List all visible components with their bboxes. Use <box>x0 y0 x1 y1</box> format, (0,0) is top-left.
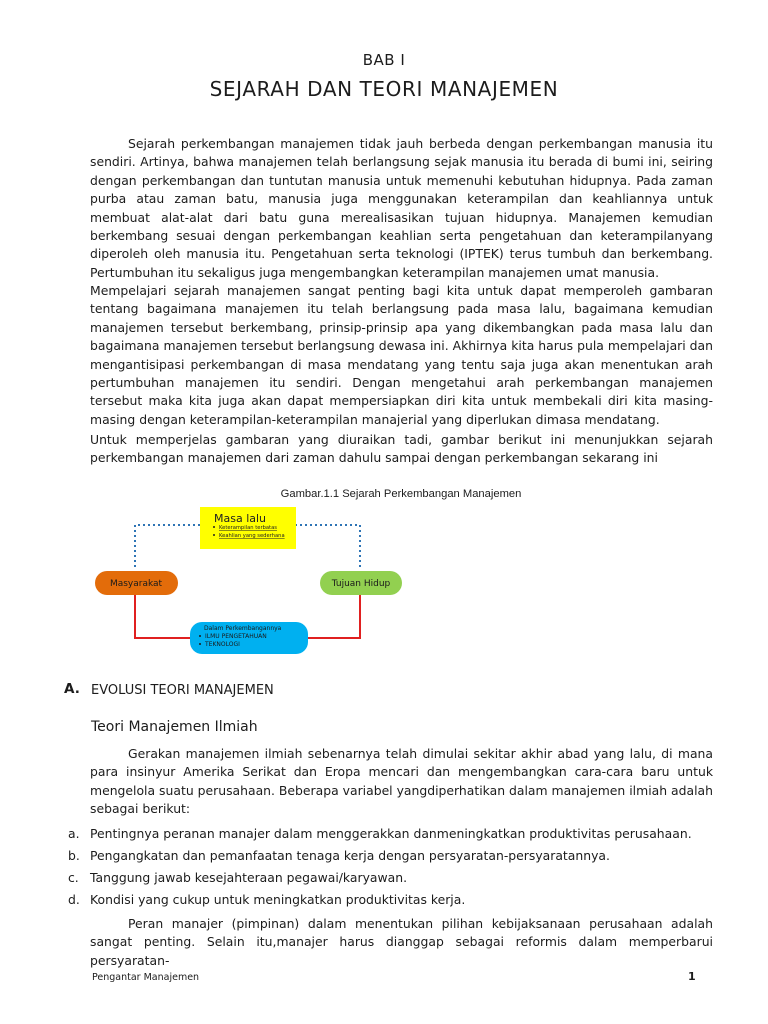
history-diagram <box>90 505 420 660</box>
list-text: Pentingnya peranan manajer dalam menggerakkan danmeningkatkan produktivitas perusahaan. <box>90 826 692 841</box>
tujuan-hidup-label: Tujuan Hidup <box>331 579 391 589</box>
bullet-icon <box>199 635 201 637</box>
bullet-icon <box>213 534 215 536</box>
list-text: Tanggung jawab kesejahteraan pegawai/karyawan. <box>90 870 408 885</box>
list-item <box>68 848 713 866</box>
section-paragraph-2: Peran manajer (pimpinan) dalam menentukan pilihan kebijaksanaan perusahaan adalah sangat penting. Selain itu,manajer harus dianggap sebagai reformis dalam memperbarui persyaratan- <box>90 916 713 968</box>
section-paragraph-1: Gerakan manajemen ilmiah sebenarnya telah dimulai sekitar akhir abad yang lalu, di mana para insinyur Amerika Serikat dan Eropa mencari dan mengembangkan cara-cara baru untuk mengelola suatu perusahaan. Beberapa variabel yangdiperhatikan dalam manajemen ilmiah adalah sebagai berikut: <box>90 746 713 817</box>
perkembangan-item-2: TEKNOLOGI <box>205 641 240 648</box>
list-text: Kondisi yang cukup untuk meningkatkan produktivitas kerja. <box>90 892 466 907</box>
section-title: EVOLUSI TEORI MANAJEMEN <box>91 683 274 698</box>
masyarakat-label: Masyarakat <box>109 579 163 589</box>
masa-lalu-title: Masa lalu <box>214 512 267 525</box>
bullet-icon <box>213 526 215 528</box>
solid-connector-right <box>308 595 360 638</box>
figure-caption: Gambar.1.1 Sejarah Perkembangan Manajemen <box>280 488 522 500</box>
list-marker: c. <box>68 870 79 885</box>
perkembangan-item-1: ILMU PENGETAHUAN <box>205 633 267 640</box>
intro-paragraph-1: Sejarah perkembangan manajemen tidak jauh berbeda dengan perkembangan manusia itu sendiri. Artinya, bahwa manajemen telah berlangsung sejak manusia itu berada di bumi ini, seiring dengan perkembangan dan tuntutan manusia untuk memenuhi kebutuhan hidupnya. Pada zaman purba atau zaman batu, manusia juga menggunakan keterampilan dan keahliannya untuk membuat alat-alat dari batu guna merealisasikan tujuan hidupnya. Manajemen kemudian berkembang sesuai dengan perkembangan keahlian serta pengetahuan dan keterampilanyang diperoleh oleh manusia itu. Pengetahuan serta teknologi (IPTEK) terus tumbuh dan berkembang. Pertumbuhan itu sekaligus juga mengembangkan keterampilan manajemen umat manusia. <box>90 136 713 280</box>
dotted-connector-left <box>135 525 200 570</box>
bullet-icon <box>199 643 201 645</box>
list-item <box>68 870 713 888</box>
list-item <box>68 892 713 910</box>
section-marker: A. <box>64 681 80 697</box>
footer-title: Pengantar Manajemen <box>92 972 200 983</box>
intro-paragraph-2: Mempelajari sejarah manajemen sangat penting bagi kita untuk dapat memperoleh gambaran tentang bagaimana manajemen itu telah berlangsung pada masa lalu, bagaimana kemudian manajemen tersebut berkembang, prinsip-prinsip apa yang dikembangkan pada masa lalu dan bagaimana manajemen tersebut berlangsung dewasa ini. Akhirnya kita harus pula mempelajari dan mengantisipasi perkembangan di masa mendatang yang tentu saja juga akan menentukan arah pertumbuhan manajemen itu sendiri. Dengan mengetahui arah perkembangan manajemen tersebut maka kita juga akan dapat mempersiapkan diri kita untuk membekali diri kita masing-masing dengan keterampilan-keterampilan manajerial yang diperlukan dimasa mendatang. <box>90 283 713 427</box>
list-marker: a. <box>68 826 80 841</box>
list-marker: b. <box>68 848 80 863</box>
perkembangan-title: Dalam Perkembangannya <box>204 625 282 632</box>
list-text: Pengangkatan dan pemanfaatan tenaga kerja dengan persyaratan-persyaratannya. <box>90 848 610 863</box>
chapter-label: BAB I <box>362 51 406 69</box>
dotted-connector-right <box>290 525 360 570</box>
list-item <box>68 826 713 844</box>
subsection-title: Teori Manajemen Ilmiah <box>91 719 258 735</box>
masa-lalu-item-2: Keahlian yang sederhana <box>219 533 285 539</box>
intro-paragraph-3: Untuk memperjelas gambaran yang diuraikan tadi, gambar berikut ini menunjukkan sejarah perkembangan manajemen dari zaman dahulu sampai dengan perkembangan sekarang ini <box>90 432 713 466</box>
masa-lalu-item-1: Keterampilan terbatas <box>219 525 277 531</box>
chapter-title: SEJARAH DAN TEORI MANAJEMEN <box>209 77 559 101</box>
page-number: 1 <box>688 970 696 983</box>
list-marker: d. <box>68 892 80 907</box>
solid-connector-left <box>135 595 190 638</box>
